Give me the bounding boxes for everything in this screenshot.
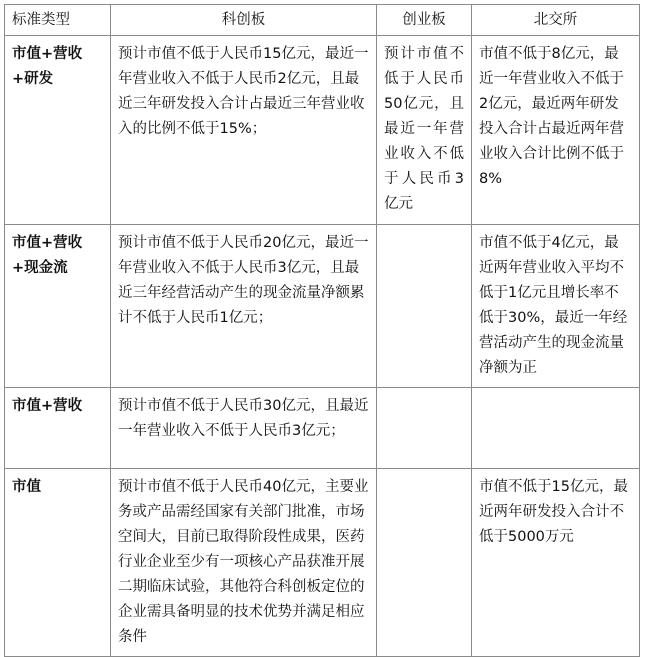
table-row (5, 225, 640, 388)
cell-chinext: 预计市值不低于人民币50亿元，且最近一年营业收入不低于人民币3亿元 (377, 36, 472, 225)
row-standard-type: 市值 (5, 469, 111, 657)
row-standard-type: 市值+营收+研发 (5, 36, 111, 225)
header-row (5, 5, 640, 36)
cell-bse: 市值不低于8亿元，最近一年营业收入不低于2亿元，最近两年研发投入合计占最近两年营业收入合计比例不低于8% (472, 36, 640, 225)
cell-bse: 市值不低于4亿元，最近两年营业收入平均不低于1亿元且增长率不低于30%，最近一年经营活动产生的现金流量净额为正 (472, 225, 640, 388)
cell-star-market: 预计市值不低于人民币30亿元，且最近一年营业收入不低于人民币3亿元； (111, 388, 377, 469)
row-standard-type: 市值+营收 (5, 388, 111, 469)
header-standard-type: 标准类型 (5, 5, 111, 36)
table-row (5, 36, 640, 225)
header-bse: 北交所 (472, 5, 640, 36)
header-chinext: 创业板 (377, 5, 472, 36)
header-star-market: 科创板 (111, 5, 377, 36)
cell-star-market: 预计市值不低于人民币40亿元，主要业务或产品需经国家有关部门批准，市场空间大，目前已取得阶段性成果，医药行业企业至少有一项核心产品获准开展二期临床试验，其他符合科创板定位的企业需具备明显的技术优势并满足相应条件 (111, 469, 377, 657)
cell-bse (472, 388, 640, 469)
table-row (5, 388, 640, 469)
cell-chinext (377, 469, 472, 657)
cell-star-market: 预计市值不低于人民币20亿元，最近一年营业收入不低于人民币3亿元，且最近三年经营活动产生的现金流量净额累计不低于人民币1亿元； (111, 225, 377, 388)
cell-bse: 市值不低于15亿元，最近两年研发投入合计不低于5000万元 (472, 469, 640, 657)
listing-standards-table (4, 4, 640, 657)
cell-star-market: 预计市值不低于人民币15亿元，最近一年营业收入不低于人民币2亿元，且最近三年研发投入合计占最近三年营业收入的比例不低于15%； (111, 36, 377, 225)
cell-chinext (377, 225, 472, 388)
table-row (5, 469, 640, 657)
cell-chinext (377, 388, 472, 469)
row-standard-type: 市值+营收+现金流 (5, 225, 111, 388)
